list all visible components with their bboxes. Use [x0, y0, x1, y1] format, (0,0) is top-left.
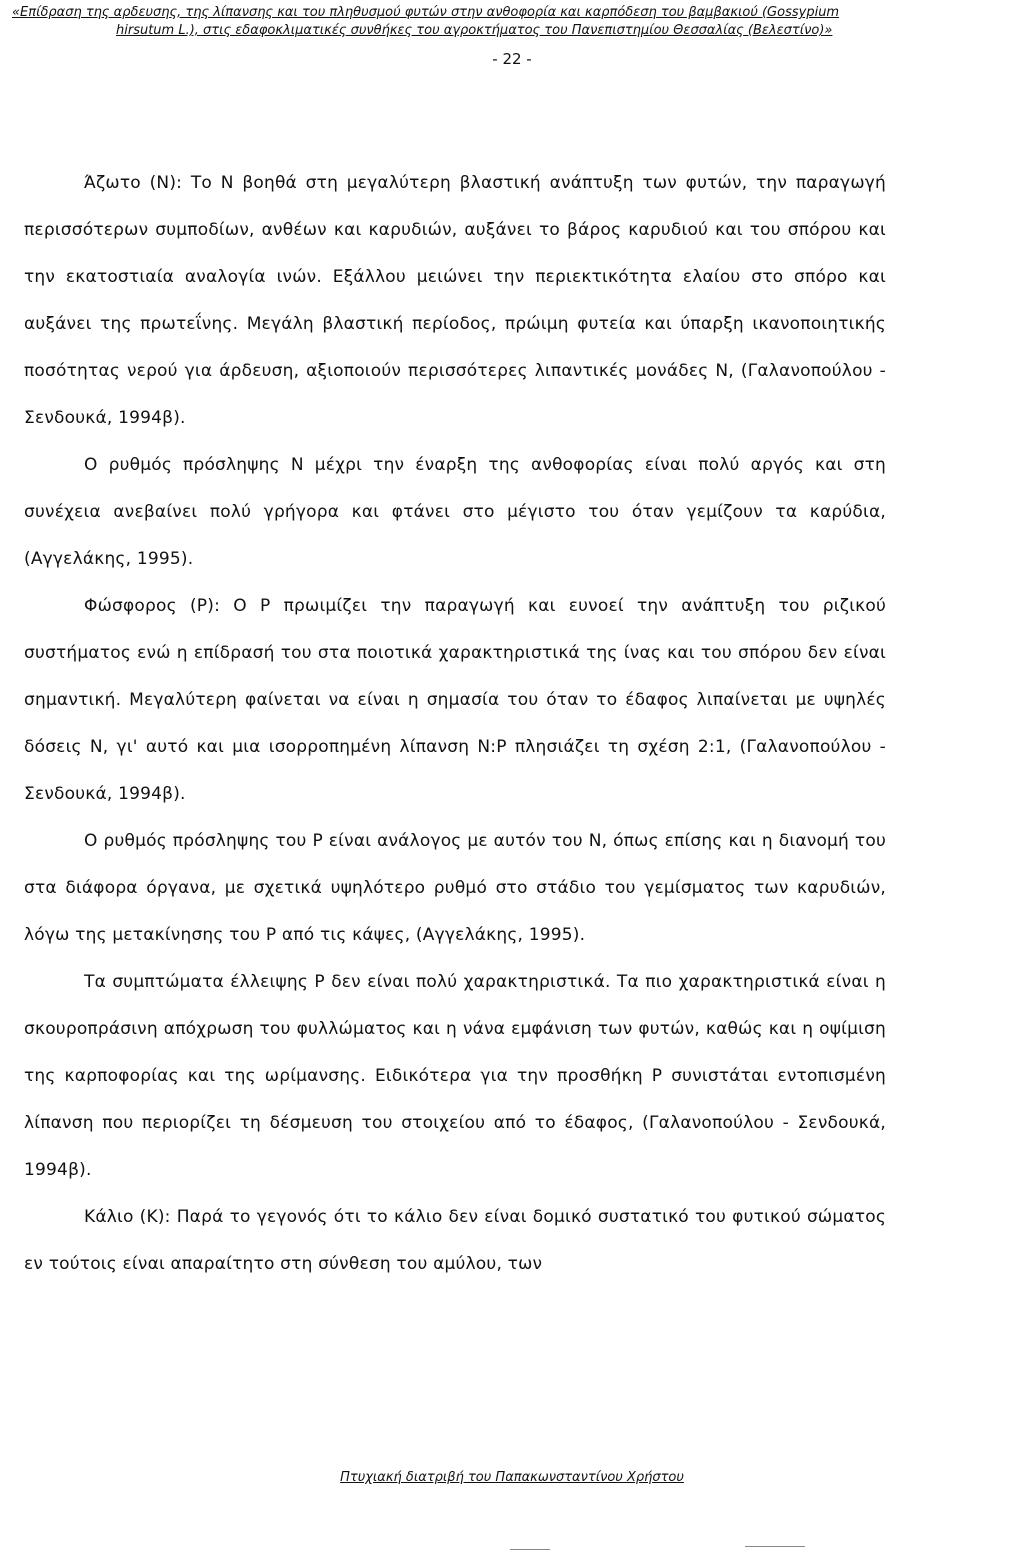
scan-artifact-line [745, 1546, 805, 1547]
scan-artifact-line [510, 1549, 550, 1550]
paragraph-phosphorus-uptake: Ο ρυθμός πρόσληψης του Ρ είναι ανάλογος με αυτόν του Ν, όπως επίσης και η διανομή του στα διάφορα όργανα, με σχετικά υψηλότερο ρυθμό στο στάδιο του γεμίσματος των καρυδιών, λόγω της μετακίνησης του Ρ από τις κάψες, (Αγγελάκης, 1995). [24, 831, 886, 945]
paragraph-potassium: Κάλιο (Κ): Παρά το γεγονός ότι το κάλιο δεν είναι δομικό συστατικό του φυτικού σώματος εν τούτοις είναι απαραίτητο στη σύνθεση του αμύλου, των [24, 1207, 886, 1274]
running-header-line-2: hirsutum L.), στις εδαφοκλιματικές συνθήκες του αγροκτήματος του Πανεπιστημίου Θεσσαλίας (Βελεστίνο)» [116, 23, 833, 38]
paragraph-phosphorus: Φώσφορος (Ρ): Ο Ρ πρωιμίζει την παραγωγή και ευνοεί την ανάπτυξη του ριζικού συστήματος ενώ η επίδρασή του στα ποιοτικά χαρακτηριστικά της ίνας και του σπόρου δεν είναι σημαντική. Μεγαλύτερη φαίνεται να είναι η σημασία του όταν το έδαφος λιπαίνεται με υψηλές δόσεις Ν, γι' αυτό και μια ισορροπημένη λίπανση Ν:Ρ πλησιάζει τη σχέση 2:1, (Γαλανοπούλου - Σενδουκά, 1994β). [24, 596, 886, 804]
running-header-line-1: «Επίδραση της αρδευσης, της λίπανσης και του πληθυσμού φυτών στην ανθοφορία και καρπόδεση του βαμβακιού (Gossypium [12, 5, 840, 20]
page-footer: Πτυχιακή διατριβή του Παπακωνσταντίνου Χρήστου [340, 1470, 684, 1485]
page-number: - 22 - [492, 50, 532, 68]
paragraph-nitrogen: Άζωτο (Ν): Το Ν βοηθά στη μεγαλύτερη βλαστική ανάπτυξη των φυτών, την παραγωγή περισσότερων συμποδίων, ανθέων και καρυδιών, αυξάνει το βάρος καρυδιού και του σπόρου και την εκατοστιαία αναλογία ινών. Εξάλλου μειώνει την περιεκτικότητα ελαίου στο σπόρο και αυξάνει της πρωτεΐνης. Μεγάλη βλαστική περίοδος, πρώιμη φυτεία και ύπαρξη ικανοποιητικής ποσότητας νερού για άρδευση, αξιοποιούν περισσότερες λιπαντικές μονάδες Ν, (Γαλανοπούλου - Σενδουκά, 1994β). [24, 173, 886, 428]
paragraph-nitrogen-uptake: Ο ρυθμός πρόσληψης Ν μέχρι την έναρξη της ανθοφορίας είναι πολύ αργός και στη συνέχεια ανεβαίνει πολύ γρήγορα και φτάνει στο μέγιστο του όταν γεμίζουν τα καρύδια, (Αγγελάκης, 1995). [24, 455, 886, 569]
paragraph-phosphorus-deficiency: Τα συμπτώματα έλλειψης Ρ δεν είναι πολύ χαρακτηριστικά. Τα πιο χαρακτηριστικά είναι η σκουροπράσινη απόχρωση του φυλλώματος και η νάνα εμφάνιση των φυτών, καθώς και η οψίμιση της καρποφορίας και της ωρίμανσης. Ειδικότερα για την προσθήκη Ρ συνιστάται εντοπισμένη λίπανση που περιορίζει τη δέσμευση του στοιχείου από το έδαφος, (Γαλανοπούλου - Σενδουκά, 1994β). [24, 972, 886, 1180]
body-text [24, 160, 886, 1288]
running-header [12, 4, 1012, 40]
